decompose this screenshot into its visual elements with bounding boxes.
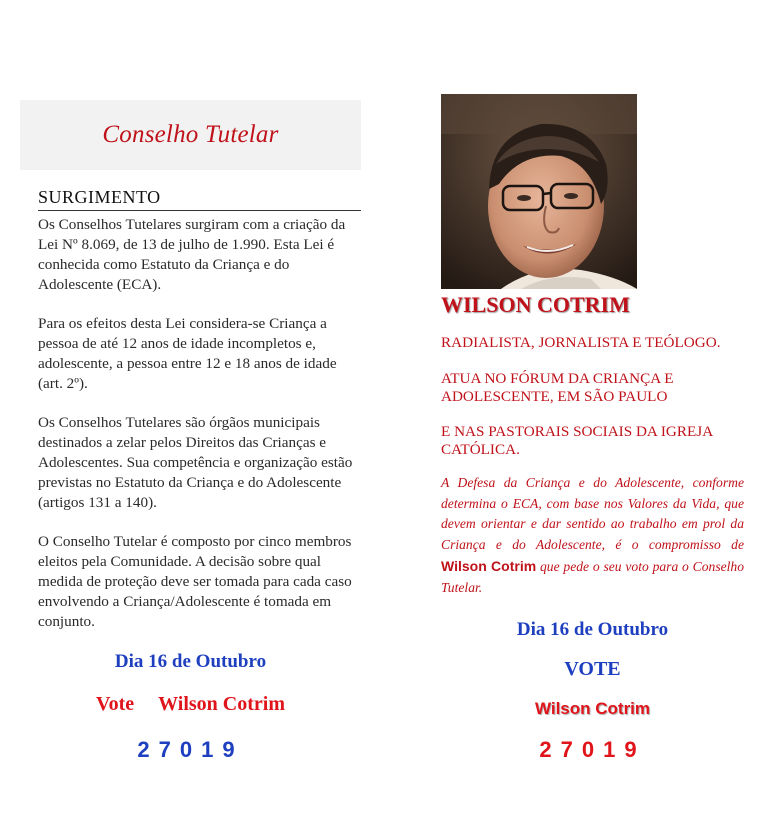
quote-highlight-name: Wilson Cotrim [441,557,537,574]
candidate-number: 27019 [137,737,244,762]
forum-text: ATUA NO FÓRUM DA CRIANÇA E ADOLESCENTE, EM SÃO PAULO [441,370,674,405]
left-column [20,100,361,763]
vote-line [20,693,361,716]
profession-text: RADIALISTA, JORNALISTA E TEÓLOGO. [441,334,721,351]
paragraph-1: Os Conselhos Tutelares surgiram com a criação da Lei Nº 8.069, de 13 de julho de 1.990. Esta Lei é conhecida como Estatuto da Criança e do Adolescente (ECA). [38,216,346,293]
commitment-quote [441,473,744,598]
quote-text-end: que pede o seu voto para o Conselho Tutelar. [441,558,745,595]
section-heading: SURGIMENTO [38,187,361,211]
paragraph-4: O Conselho Tutelar é composto por cinco membros eleitos pela Comunidade. A decisão sobre qual medida de proteção deve ser tomada para cada caso envolvendo a Criança/Adolescente é tomada em conjunto. [38,533,352,630]
pastorals-text: E NAS PASTORAIS SOCIAIS DA IGREJA CATÓLICA. [441,423,713,458]
paragraph-2: Para os efeitos desta Lei considera-se Criança a pessoa de até 12 anos de idade incompletos e, adolescente, a pessoa entre 12 e 18 anos de idade (art. 2º). [38,315,337,392]
title-banner [20,100,361,170]
paragraph-3: Os Conselhos Tutelares são órgãos municipais destinados a zelar pelos Direitos das Crianças e Adolescentes. Sua competência e organização estão previstas no Estatuto da Criança e do Adolescente (artigos 131 a 140). [38,414,353,511]
candidate-name: Wilson Cotrim [158,693,285,715]
candidate-number-right: 27019 [539,737,646,763]
portrait-illustration [441,94,637,289]
election-date-right: Dia 16 de Outubro [516,619,669,641]
vote-heading: VOTE [564,658,621,681]
vote-word: Vote [95,693,135,715]
body-text [38,215,361,632]
candidate-name-heading: WILSON COTRIM [441,292,630,317]
election-date: Dia 16 de Outubro [114,651,267,672]
candidate-name-right: Wilson Cotrim [534,699,651,719]
candidate-photo [441,94,637,289]
page-title: Conselho Tutelar [102,121,279,148]
quote-text-start: A Defesa da Criança e do Adolescente, conforme determina o ECA, com base nos Valores da Vida, que devem orientar e dar sentido ao trabalho em prol da Criança e do Adolescente, é o compromisso de [441,475,744,553]
right-column [441,94,771,763]
